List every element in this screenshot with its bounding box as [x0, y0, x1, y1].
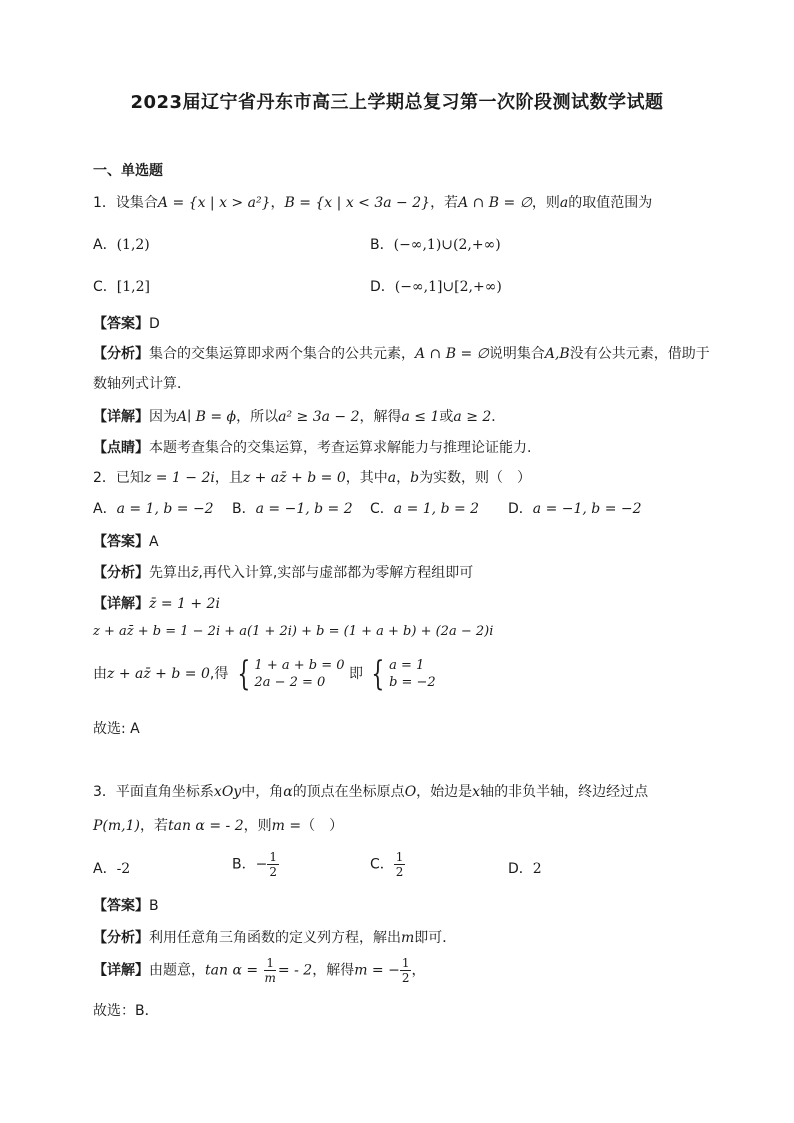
q1-set-a: A = {x | x > a²}	[157, 195, 271, 211]
fraction: $\frac{1}{2}$	[401, 956, 410, 985]
q2-stem: 2．已知z = 1 − 2i，且z + az̄ + b = 0，其中a，b为实数，则（ ）	[93, 470, 532, 486]
q3-stem-line2: P(m,1)，若tan α = - 2，则m =（ ）	[93, 818, 344, 834]
q3-analysis: 【分析】利用任意角三角函数的定义列方程，解出m即可．	[93, 930, 457, 946]
brace-glyph: {	[237, 654, 251, 694]
q2-option-b: B．a = −1, b = 2	[232, 501, 353, 517]
q2-analysis: 【分析】先算出z̄,再代入计算,实部与虚部都为零解方程组即可	[93, 565, 474, 581]
q1-cond: A ∩ B = ∅	[458, 195, 532, 211]
q1-option-d: D．(−∞,1]∪[2,+∞)	[370, 279, 502, 295]
fraction: $\frac{1}{2}$	[269, 850, 277, 879]
q3-stem: 3．平面直角坐标系xOy中，角α的顶点在坐标原点O，始边是x轴的非负半轴，终边经过点	[93, 784, 649, 800]
q1-answer: 【答案】D	[93, 316, 160, 332]
q1-tail: 的取值范围为	[568, 195, 653, 211]
section-heading: 一、单选题	[93, 163, 163, 179]
q3-option-a: A．-2	[93, 861, 131, 877]
q2-option-d: D．a = −1, b = −2	[508, 501, 642, 517]
q3-option-b: B．− $\frac{1}{2}$	[232, 850, 277, 879]
fraction: $\frac{1}{m}$	[264, 956, 276, 985]
brace-glyph: {	[371, 654, 385, 694]
q3-answer: 【答案】B	[93, 898, 159, 914]
q2-option-c: C．a = 1, b = 2	[370, 501, 480, 517]
q1-sep1: ，	[270, 195, 285, 211]
q3-detail: 【详解】由题意，tan α = $\frac{1}{m}$ = - 2，解得m = − $\frac{1}{2}$ ，	[93, 956, 426, 985]
q2-detail-line2: z + az̄ + b = 1 − 2i + a(1 + 2i) + b = (1 + a + b) + (2a − 2)i	[93, 624, 494, 639]
q2-answer: 【答案】A	[93, 534, 159, 550]
q1-comment: 【点睛】本题考查集合的交集运算，考查运算求解能力与推理论证能力.	[93, 440, 532, 456]
q3-option-c: C． $\frac{1}{2}$	[370, 850, 404, 879]
q2-equation-system: { 1 + a + b = 0 2a − 2 = 0	[237, 654, 345, 694]
q1-option-c: C．[1,2]	[93, 279, 150, 295]
q2-detail-system: 由z + az̄ + b = 0,得 { 1 + a + b = 0 2a − 2 = 0 即 { a = 1 b = −2	[93, 654, 436, 694]
q1-option-a: A．(1,2)	[93, 237, 150, 253]
q1-analysis: 【分析】集合的交集运算即求两个集合的公共元素，A ∩ B = ∅说明集合A,B没有公共元素，借助于	[93, 346, 710, 362]
q1-set-b: B = {x | x < 3a − 2}	[284, 195, 431, 211]
q2-detail: 【详解】z̄ = 1 + 2i	[93, 596, 220, 612]
q1-option-b: B．(−∞,1)∪(2,+∞)	[370, 237, 501, 253]
q1-analysis-line2: 数轴列式计算．	[93, 376, 191, 392]
q1-stem-num: 1．设集合	[93, 195, 158, 211]
q1-detail: 【详解】因为A∣ B = ϕ，所以a² ≥ 3a − 2，解得a ≤ 1或a ≥ 2．	[93, 409, 506, 425]
q2-option-a: A．a = 1, b = −2	[93, 501, 214, 517]
q2-solution-system: { a = 1 b = −2	[371, 654, 436, 694]
q1-sep3: ，则	[531, 195, 560, 211]
fraction: $\frac{1}{2}$	[395, 850, 404, 879]
q1-var: a	[559, 195, 569, 211]
page-title: 2023届辽宁省丹东市高三上学期总复习第一次阶段测试数学试题	[130, 92, 664, 113]
q1-stem	[93, 192, 652, 212]
q3-option-d: D．2	[508, 861, 542, 877]
q2-conclusion: 故选: A	[93, 721, 140, 737]
q3-conclusion: 故选：B．	[93, 1003, 159, 1019]
q1-sep2: ，若	[430, 195, 459, 211]
